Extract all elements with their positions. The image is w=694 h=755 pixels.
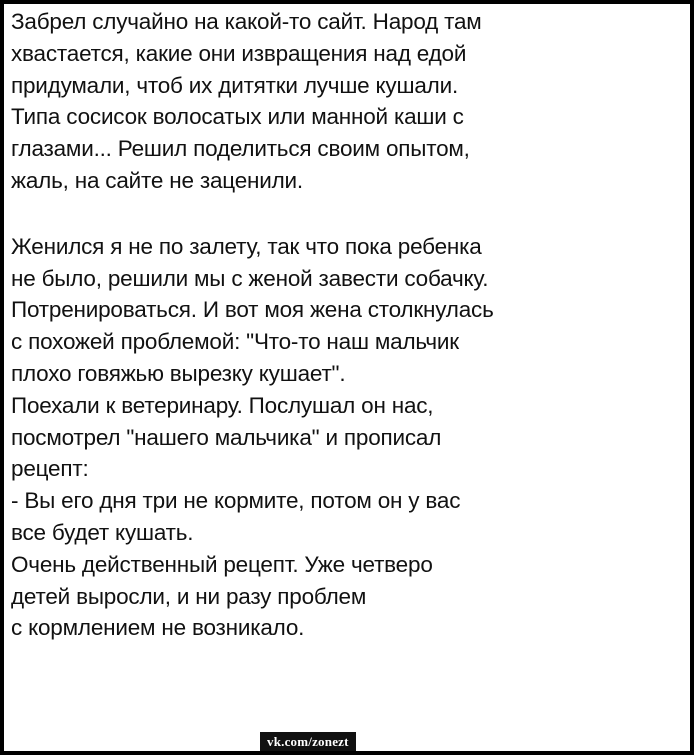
text-line: детей выросли, и ни разу проблем	[11, 583, 367, 609]
text-line: Поехали к ветеринару. Послушал он нас,	[11, 392, 434, 418]
text-line: плохо говяжью вырезку кушает".	[11, 360, 346, 386]
paragraph-1	[11, 6, 687, 197]
text-line: - Вы его дня три не кормите, потом он у вас	[11, 488, 461, 514]
text-line: не было, решили мы с женой завести собачку.	[11, 265, 489, 291]
text-line: с похожей проблемой: "Что-то наш мальчик	[11, 329, 459, 355]
text-line: Потренироваться. И вот моя жена столкнулась	[11, 297, 494, 323]
text-line: жаль, на сайте не заценили.	[11, 167, 303, 193]
text-line: хвастается, какие они извращения над едой	[11, 40, 467, 66]
text-line: с кормлением не возникало.	[11, 615, 305, 641]
post-card	[4, 4, 690, 751]
text-line: глазами... Решил поделиться своим опытом,	[11, 136, 470, 162]
text-line: посмотрел "нашего мальчика" и прописал	[11, 424, 442, 450]
post-text	[11, 6, 687, 644]
paragraph-gap	[11, 197, 687, 231]
text-line: все будет кушать.	[11, 519, 194, 545]
text-line: рецепт:	[11, 456, 89, 482]
text-line: Женился я не по залету, так что пока ребенка	[11, 233, 482, 259]
paragraph-2	[11, 231, 687, 644]
text-line: Очень действенный рецепт. Уже четверо	[11, 551, 433, 577]
watermark: vk.com/zonezt	[260, 732, 356, 751]
text-line: Забрел случайно на какой-то сайт. Народ там	[11, 9, 482, 34]
text-line: придумали, чтоб их дитятки лучше кушали.	[11, 72, 458, 98]
text-line: Типа сосисок волосатых или манной каши с	[11, 104, 464, 130]
